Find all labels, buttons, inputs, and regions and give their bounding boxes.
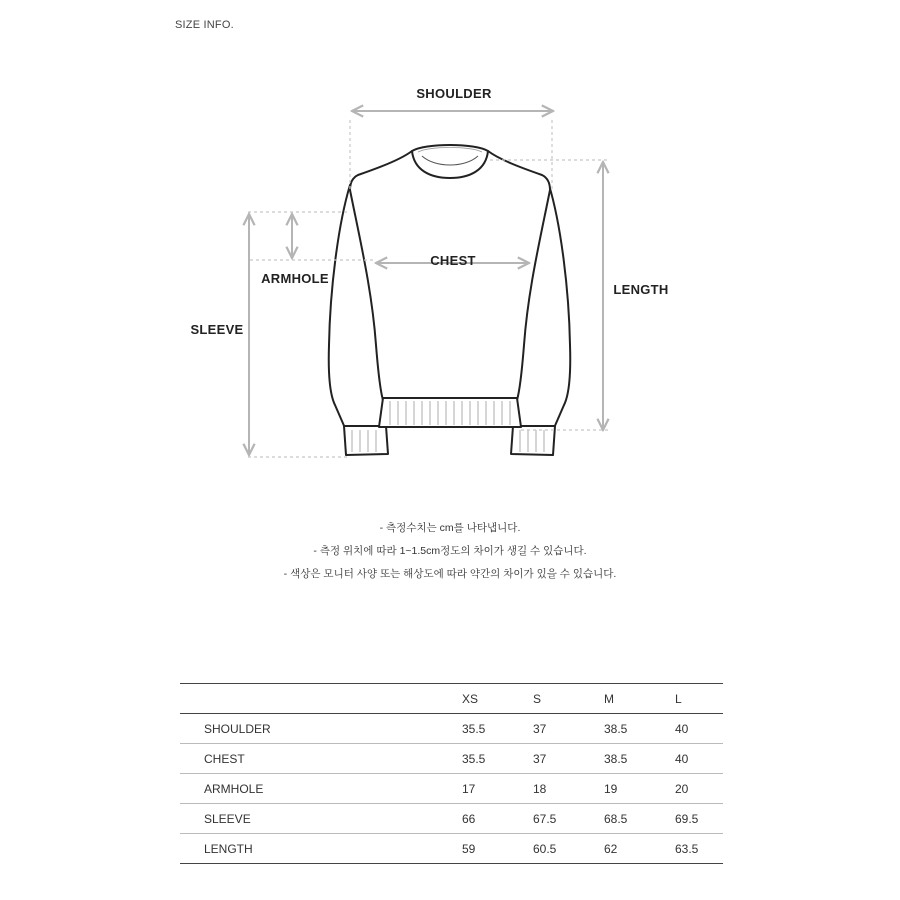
table-row xyxy=(180,834,723,864)
left-cuff xyxy=(344,426,388,455)
table-cell: 18 xyxy=(533,774,604,804)
table-cell: 63.5 xyxy=(675,834,723,864)
shoulder-label: SHOULDER xyxy=(416,86,492,101)
page-title: SIZE INFO. xyxy=(175,19,234,31)
table-cell: 37 xyxy=(533,744,604,774)
size-notes xyxy=(0,517,900,586)
table-cell: 68.5 xyxy=(604,804,675,834)
body xyxy=(350,151,550,400)
size-table xyxy=(180,683,723,864)
table-row xyxy=(180,714,723,744)
table-cell: 66 xyxy=(462,804,533,834)
table-cell: 19 xyxy=(604,774,675,804)
table-cell: 59 xyxy=(462,834,533,864)
table-row xyxy=(180,804,723,834)
sleeve-label: SLEEVE xyxy=(190,322,244,337)
row-label: LENGTH xyxy=(180,834,462,864)
row-label: CHEST xyxy=(180,744,462,774)
table-cell: 35.5 xyxy=(462,714,533,744)
sweatshirt-outline xyxy=(329,145,571,455)
hem-band xyxy=(379,398,521,427)
table-cell: 40 xyxy=(675,714,723,744)
row-label: SLEEVE xyxy=(180,804,462,834)
table-cell: 20 xyxy=(675,774,723,804)
table-cell: 60.5 xyxy=(533,834,604,864)
row-label: SHOULDER xyxy=(180,714,462,744)
table-cell: 69.5 xyxy=(675,804,723,834)
header-cell xyxy=(180,684,462,714)
header-cell: M xyxy=(604,684,675,714)
table-cell: 67.5 xyxy=(533,804,604,834)
chest-label: CHEST xyxy=(430,253,476,268)
table-cell: 62 xyxy=(604,834,675,864)
table-cell: 37 xyxy=(533,714,604,744)
note-line: - 측정 위치에 따라 1~1.5cm정도의 차이가 생길 수 있습니다. xyxy=(313,545,587,557)
table-cell: 40 xyxy=(675,744,723,774)
row-label: ARMHOLE xyxy=(180,774,462,804)
table-cell: 35.5 xyxy=(462,744,533,774)
table-cell: 38.5 xyxy=(604,744,675,774)
note-line: - 측정수치는 cm를 나타냅니다. xyxy=(379,522,521,534)
note-line: - 색상은 모니터 사양 또는 해상도에 따라 약간의 차이가 있을 수 있습니다. xyxy=(283,568,617,580)
table-row xyxy=(180,744,723,774)
table-cell: 17 xyxy=(462,774,533,804)
table-row xyxy=(180,774,723,804)
header-cell: S xyxy=(533,684,604,714)
header-cell: XS xyxy=(462,684,533,714)
table-cell: 38.5 xyxy=(604,714,675,744)
armhole-label: ARMHOLE xyxy=(261,271,329,286)
table-header-row xyxy=(180,684,723,714)
header-cell: L xyxy=(675,684,723,714)
length-label: LENGTH xyxy=(613,282,669,297)
